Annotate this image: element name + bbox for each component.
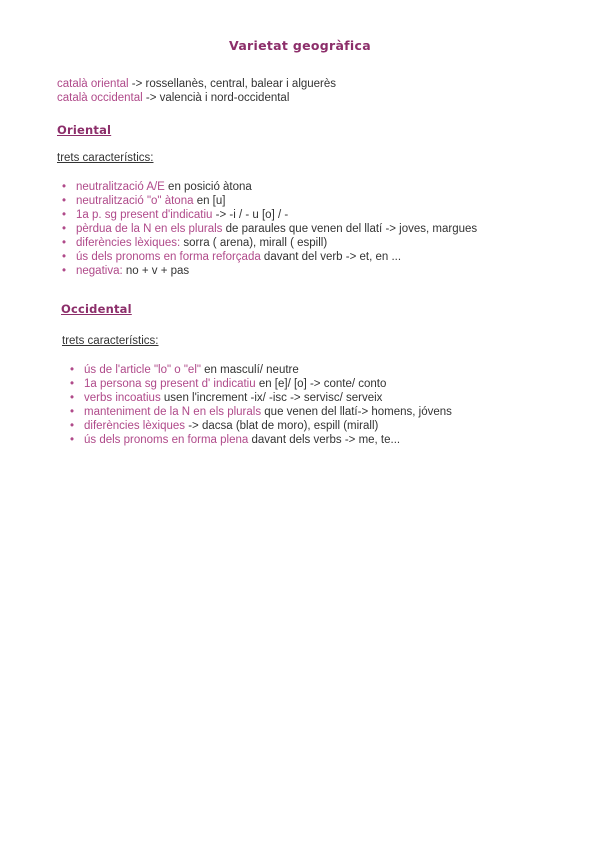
item-label: ús dels pronoms en forma reforçada xyxy=(76,251,261,263)
item-text: no + v + pas xyxy=(122,265,190,277)
list-item xyxy=(70,391,452,405)
item-text: en masculí/ neutre xyxy=(200,364,299,376)
intro-block xyxy=(57,77,336,105)
item-text: en [e]/ [o] -> conte/ conto xyxy=(255,378,387,390)
item-text: -> -i / - u [o] / - xyxy=(212,209,289,221)
list-item xyxy=(62,222,477,236)
occidental-list xyxy=(70,363,452,447)
item-label: verbs incoatius xyxy=(84,392,161,404)
section-heading-oriental: Oriental xyxy=(57,123,112,137)
list-item xyxy=(70,377,452,391)
intro-line-oriental xyxy=(57,77,336,91)
list-item xyxy=(62,264,477,278)
item-text: usen l'increment -ix/ -isc -> servisc/ serveix xyxy=(160,392,383,404)
list-item xyxy=(70,433,452,447)
item-label: 1a p. sg present d'indicatiu xyxy=(76,209,213,221)
list-item xyxy=(62,194,477,208)
item-label: pèrdua de la N en els plurals xyxy=(76,223,223,235)
item-label: manteniment de la N en els plurals xyxy=(84,406,262,418)
item-text: davant dels verbs -> me, te... xyxy=(248,434,401,446)
intro-text: -> rossellanès, central, balear i alguerès xyxy=(128,78,337,90)
item-text: en posició àtona xyxy=(164,181,252,193)
item-text: sorra ( arena), mirall ( espill) xyxy=(180,237,328,249)
intro-text: -> valencià i nord-occidental xyxy=(142,92,290,104)
item-label: diferències lèxiques xyxy=(84,420,186,432)
item-text: en [u] xyxy=(193,195,226,207)
item-label: negativa: xyxy=(76,265,123,277)
item-label: 1a persona sg present d' indicatiu xyxy=(84,378,256,390)
oriental-list xyxy=(62,180,477,278)
item-label: neutralització "o" àtona xyxy=(76,195,194,207)
intro-line-occidental xyxy=(57,91,336,105)
item-text: que venen del llatí-> homens, jóvens xyxy=(261,406,452,418)
item-label: diferències lèxiques: xyxy=(76,237,181,249)
subheading-oriental: trets característics: xyxy=(57,152,154,164)
list-item xyxy=(62,236,477,250)
list-item xyxy=(70,405,452,419)
item-label: ús dels pronoms en forma plena xyxy=(84,434,249,446)
list-item xyxy=(62,250,477,264)
item-text: de paraules que venen del llatí -> joves, margues xyxy=(222,223,478,235)
list-item xyxy=(62,208,477,222)
item-text: davant del verb -> et, en ... xyxy=(260,251,402,263)
intro-label: català occidental xyxy=(57,92,143,104)
section-heading-occidental: Occidental xyxy=(61,302,132,316)
list-item xyxy=(70,419,452,433)
item-label: neutralització A/E xyxy=(76,181,165,193)
item-text: -> dacsa (blat de moro), espill (mirall) xyxy=(185,420,379,432)
list-item xyxy=(62,180,477,194)
intro-label: català oriental xyxy=(57,78,129,90)
page-title: Varietat geogràfica xyxy=(229,38,371,53)
item-label: ús de l'article "lo" o "el" xyxy=(84,364,201,376)
subheading-occidental: trets característics: xyxy=(62,335,159,347)
list-item xyxy=(70,363,452,377)
